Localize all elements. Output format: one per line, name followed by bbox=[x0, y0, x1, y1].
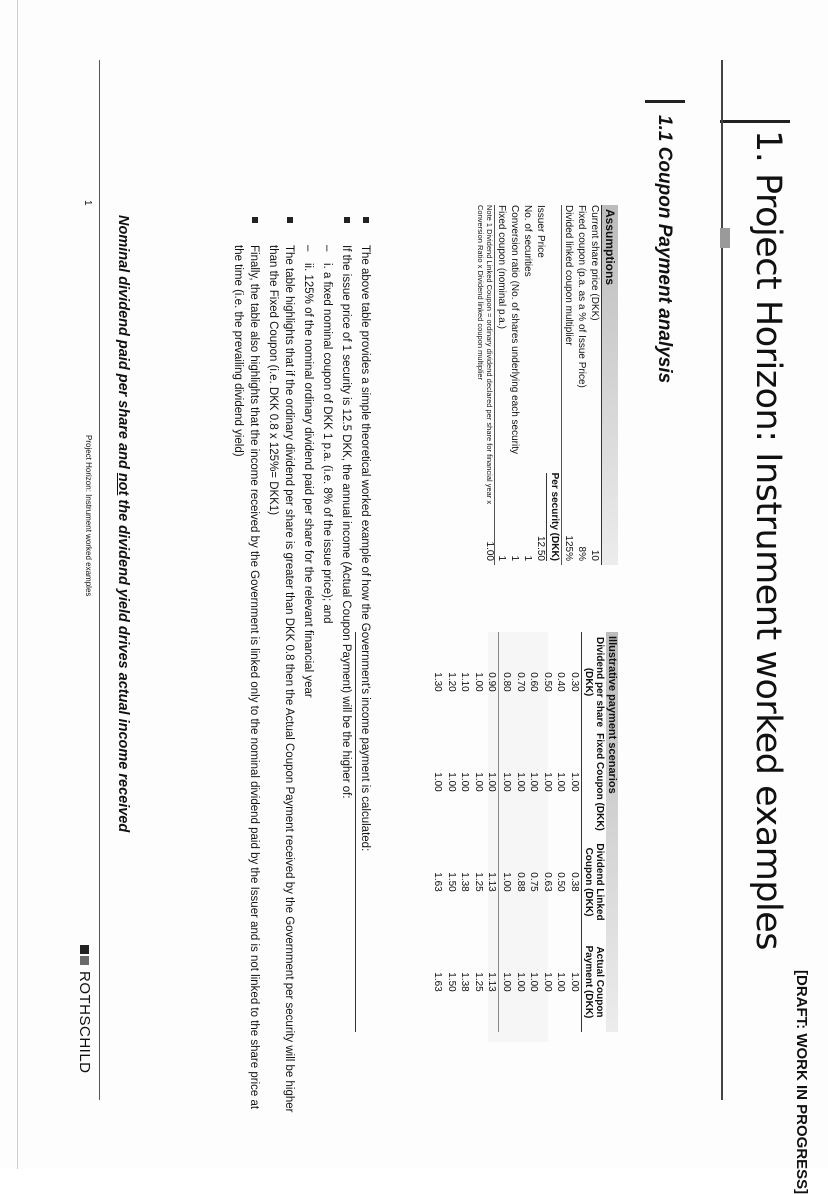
bullet-item bbox=[338, 205, 354, 1115]
scenario-cell: 1.00 bbox=[541, 772, 553, 792]
scenario-cell: 1.00 bbox=[501, 972, 513, 992]
assumption-value: 1 bbox=[496, 555, 507, 561]
scenario-cell: 1.25 bbox=[472, 872, 484, 892]
scenario-row bbox=[430, 632, 444, 1032]
logo-text: ROTHSCHILD bbox=[76, 971, 93, 1074]
key-message bbox=[115, 215, 131, 832]
scenario-cell: 0.40 bbox=[555, 672, 567, 692]
assumption-label: Issuer Price bbox=[535, 205, 546, 258]
scenarios-table bbox=[430, 632, 618, 1032]
dash-item bbox=[300, 205, 316, 1115]
logo-square-icon bbox=[80, 956, 89, 965]
assumption-row bbox=[561, 205, 575, 565]
scenario-cell: 1.00 bbox=[432, 772, 444, 792]
bullet-square-icon bbox=[287, 217, 293, 223]
scenario-cell: 1.00 bbox=[569, 772, 580, 792]
scenario-cell: 1.00 bbox=[501, 872, 513, 892]
scenario-cell: 0.63 bbox=[541, 872, 553, 892]
bullet-text: If the issue price of 1 security is 12.5 DKK, the annual income (Actual Coupon Payment) will be the higher of: bbox=[340, 245, 352, 799]
column-header: Dividend per share (DKK) bbox=[583, 636, 605, 728]
bullet-item bbox=[230, 205, 262, 1115]
scenario-cell: 0.80 bbox=[501, 672, 513, 692]
scenario-cell: 1.00 bbox=[445, 772, 457, 792]
scenario-row bbox=[527, 632, 541, 1032]
scenario-cell: 1.50 bbox=[445, 872, 457, 892]
bullet-text: The table highlights that if the ordinary dividend per share is greater than DKK 0.8 then the Actual Coupon Payment received by the Government per security will be higher than the Fixed Coupon (i.e. DKK 0.8 x 125%= DKK1) bbox=[267, 245, 295, 1113]
assumption-value: 12.50 bbox=[535, 535, 546, 561]
assumption-label: No. of securities bbox=[522, 205, 533, 277]
scenario-cell: 1.00 bbox=[569, 972, 580, 992]
title-divider bbox=[721, 60, 723, 1100]
note-text: Note 1 Dividend Linked Coupon = ordinary dividend declared per share for financial year x Conversion Ratio x Dividend linked coupon multiplier bbox=[476, 205, 494, 505]
note-value: 1.00 bbox=[484, 541, 495, 561]
bullet-list bbox=[230, 205, 373, 1115]
scenario-cell: 1.00 bbox=[514, 972, 526, 992]
assumption-row bbox=[534, 205, 547, 565]
assumption-value: 10 bbox=[589, 549, 600, 561]
scenario-cell: 1.30 bbox=[432, 672, 444, 692]
scenario-cell: 1.20 bbox=[445, 672, 457, 692]
assumption-row bbox=[575, 205, 588, 565]
column-header: Dividend Linked Coupon (DKK) bbox=[583, 843, 605, 921]
scenario-row bbox=[471, 632, 485, 1032]
scenario-cell: 1.63 bbox=[432, 872, 444, 892]
assumptions-header: Assumptions bbox=[601, 205, 618, 565]
scenario-row bbox=[485, 632, 499, 1032]
scenario-cell: 1.00 bbox=[555, 772, 567, 792]
assumption-label: Divided linked coupon multiplier bbox=[563, 205, 574, 346]
scenario-cell: 1.00 bbox=[514, 772, 526, 792]
footer-divider bbox=[99, 60, 100, 1100]
bullet-square-icon bbox=[344, 217, 350, 223]
scenario-cell: 1.13 bbox=[486, 972, 498, 992]
bullet-square-icon bbox=[363, 217, 369, 223]
per-security-row bbox=[547, 205, 561, 565]
scenario-cell: 0.30 bbox=[569, 672, 580, 692]
section-heading: 1.1 Coupon Payment analysis bbox=[654, 115, 675, 384]
scenario-row bbox=[458, 632, 472, 1032]
assumption-value: 8% bbox=[576, 546, 587, 561]
page-number: 1 bbox=[82, 200, 93, 206]
scenario-cell: 0.50 bbox=[541, 672, 553, 692]
draft-label: [DRAFT: WORK IN PROGRESS] bbox=[793, 970, 810, 1194]
assumption-value: 1 bbox=[509, 555, 520, 561]
scenario-cell: 0.75 bbox=[528, 872, 540, 892]
scenario-cell: 1.25 bbox=[472, 972, 484, 992]
scenario-cell: 1.00 bbox=[555, 972, 567, 992]
footer-text: Project Horizon: Instrument worked examples bbox=[84, 435, 93, 597]
key-message-part: the dividend yield drives actual income received bbox=[115, 495, 131, 833]
scenario-row bbox=[498, 632, 513, 1032]
key-message-part: Nominal dividend paid per share and bbox=[115, 215, 131, 473]
scenario-cell: 1.00 bbox=[459, 772, 471, 792]
scenario-cell: 0.88 bbox=[514, 872, 526, 892]
assumption-value: 1 bbox=[522, 555, 533, 561]
scenario-cell: 1.50 bbox=[445, 972, 457, 992]
scenario-cell: 0.90 bbox=[486, 672, 498, 692]
scenario-cell: 1.38 bbox=[459, 972, 471, 992]
scenario-cell: 1.00 bbox=[472, 672, 484, 692]
dash-text: ii. 125% of the nominal ordinary dividend paid per share for the relevant financial year bbox=[302, 263, 314, 698]
scenario-cell: 0.38 bbox=[569, 872, 580, 892]
scenario-cell: 0.70 bbox=[514, 672, 526, 692]
assumption-value: 125% bbox=[563, 535, 574, 561]
scenario-cell: 1.00 bbox=[501, 772, 513, 792]
scenario-cell: 1.00 bbox=[472, 772, 484, 792]
scenario-cell: 0.50 bbox=[555, 872, 567, 892]
assumptions-table bbox=[472, 205, 618, 565]
title-divider-vertical bbox=[720, 120, 790, 123]
scenario-row bbox=[444, 632, 458, 1032]
scenario-row bbox=[513, 632, 527, 1032]
assumption-note bbox=[472, 205, 494, 565]
scenario-cell: 1.63 bbox=[432, 972, 444, 992]
scenario-cell: 1.00 bbox=[486, 772, 498, 792]
title-accent-block bbox=[720, 228, 730, 248]
scenarios-body bbox=[430, 632, 581, 1032]
key-message-underlined: not bbox=[115, 472, 131, 496]
dash-item bbox=[319, 205, 335, 1115]
assumption-row bbox=[494, 205, 508, 565]
dash-icon: – bbox=[321, 245, 333, 252]
logo-square-icon bbox=[80, 945, 89, 954]
assumption-row bbox=[508, 205, 521, 565]
scenario-row bbox=[540, 632, 554, 1032]
section-divider bbox=[645, 100, 685, 103]
dash-text: i. a fixed nominal coupon of DKK 1 p.a. (i.e. 8% of the issue price); and bbox=[321, 263, 333, 624]
bullet-text: The above table provides a simple theoretical worked example of how the Government's income payment is calculated: bbox=[359, 245, 371, 852]
scenario-cell: 0.60 bbox=[528, 672, 540, 692]
scenarios-header: Illustrative payment scenarios bbox=[606, 632, 618, 1032]
scenarios-column-headers bbox=[581, 632, 606, 1032]
column-header: Actual Coupon Payment (DKK) bbox=[583, 945, 605, 1019]
assumption-label: Conversion ratio (No. of shares underlying each security bbox=[509, 205, 520, 455]
bullet-square-icon bbox=[252, 217, 258, 223]
scenario-row bbox=[554, 632, 568, 1032]
assumption-label: Fixed coupon (nominal p.a.) bbox=[496, 205, 507, 329]
assumption-row bbox=[521, 205, 534, 565]
dash-icon: – bbox=[302, 245, 314, 252]
scenario-row bbox=[567, 632, 581, 1032]
scenario-cell: 1.00 bbox=[541, 972, 553, 992]
scenario-cell: 1.00 bbox=[528, 972, 540, 992]
rothschild-logo bbox=[76, 945, 93, 1074]
assumption-label: Current share price (DKK) bbox=[589, 205, 600, 321]
bullet-item bbox=[265, 205, 297, 1115]
assumption-row bbox=[588, 205, 601, 565]
bullet-text: Finally, the table also highlights that the income received by the Government is linked only to the nominal dividend paid by the Issuer and is not linked to the share price at the time (i.e. the prevailing dividend yield) bbox=[232, 245, 260, 1110]
bullet-item bbox=[357, 205, 373, 1115]
scenario-cell: 1.00 bbox=[528, 772, 540, 792]
assumption-label: Fixed coupon (p.a. as a % of Issue Price) bbox=[576, 205, 587, 388]
column-header: Fixed Coupon (DKK) bbox=[594, 733, 605, 831]
scenario-cell: 1.10 bbox=[459, 672, 471, 692]
scenario-cell: 1.38 bbox=[459, 872, 471, 892]
per-security-label: Per security (DKK) bbox=[546, 473, 561, 561]
scenario-cell: 1.13 bbox=[486, 872, 498, 892]
page-title: 1. Project Horizon: Instrument worked examples bbox=[748, 130, 788, 951]
